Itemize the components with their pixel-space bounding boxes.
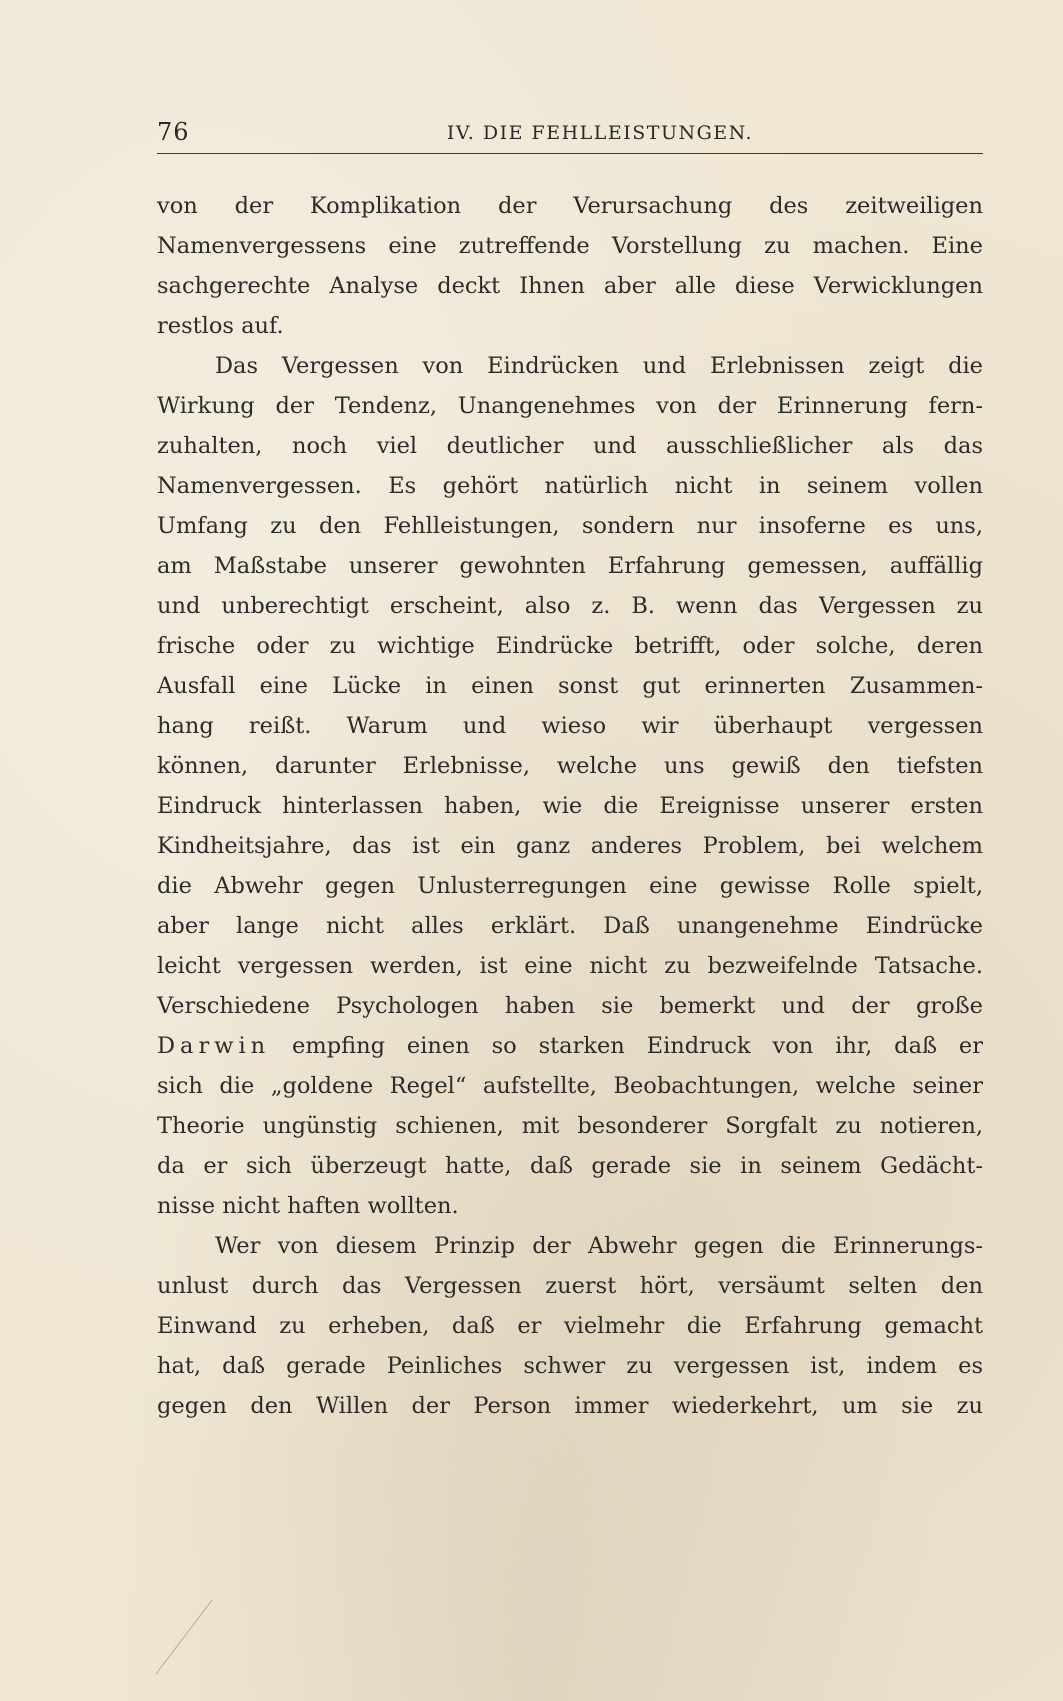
text-line: Namenvergessens eine zutreffende Vorstellung zu machen. Eine <box>157 233 983 259</box>
text-line: zuhalten, noch viel deutlicher und ausschließlicher als das <box>157 433 983 459</box>
text-line: sich die „goldene Regel“ aufstellte, Beobachtungen, welche seiner <box>157 1073 983 1099</box>
page-number: 76 <box>157 118 190 146</box>
text-line: Umfang zu den Fehlleistungen, sondern nur insoferne es uns, <box>157 513 983 539</box>
text-line: Eindruck hinterlassen haben, wie die Ereignisse unserer ersten <box>157 793 983 819</box>
darwin-line-rest: empfing einen so starken Eindruck von ihr, daß er <box>270 1033 983 1059</box>
text-line: von der Komplikation der Verursachung des zeitweiligen <box>157 193 983 219</box>
text-line: hang reißt. Warum und wieso wir überhaupt vergessen <box>157 713 983 739</box>
text-line: Einwand zu erheben, daß er vielmehr die Erfahrung gemacht <box>157 1313 983 1339</box>
text-line: unlust durch das Vergessen zuerst hört, versäumt selten den <box>157 1273 983 1299</box>
text-line: hat, daß gerade Peinliches schwer zu vergessen ist, indem es <box>157 1353 983 1379</box>
text-line: Verschiedene Psychologen haben sie bemerkt und der große <box>157 993 983 1019</box>
text-line: Kindheitsjahre, das ist ein ganz anderes Problem, bei welchem <box>157 833 983 859</box>
text-line: Wer von diesem Prinzip der Abwehr gegen die Erinnerungs- <box>215 1233 983 1259</box>
text-line: können, darunter Erlebnisse, welche uns gewiß den tiefsten <box>157 753 983 779</box>
text-line: Namenvergessen. Es gehört natürlich nicht in seinem vollen <box>157 473 983 499</box>
text-line: frische oder zu wichtige Eindrücke betrifft, oder solche, deren <box>157 633 983 659</box>
text-line: aber lange nicht alles erklärt. Daß unangenehme Eindrücke <box>157 913 983 939</box>
text-line-darwin <box>157 1026 983 1066</box>
text-line: Ausfall eine Lücke in einen sonst gut erinnerten Zusammen- <box>157 673 983 699</box>
text-line: am Maßstabe unserer gewohnten Erfahrung gemessen, auffällig <box>157 553 983 579</box>
running-head: IV. DIE FEHLLEISTUNGEN. <box>446 122 754 144</box>
text-line: da er sich überzeugt hatte, daß gerade sie in seinem Gedächt- <box>157 1153 983 1179</box>
text-line: die Abwehr gegen Unlusterregungen eine gewisse Rolle spielt, <box>157 873 983 899</box>
text-line: restlos auf. <box>157 313 284 339</box>
text-line: Das Vergessen von Eindrücken und Erlebnissen zeigt die <box>215 353 983 379</box>
pencil-mark <box>150 1598 230 1678</box>
text-line: nisse nicht haften wollten. <box>157 1193 459 1219</box>
header-rule <box>157 153 983 154</box>
text-line: gegen den Willen der Person immer wiederkehrt, um sie zu <box>157 1393 983 1419</box>
text-line: Wirkung der Tendenz, Unangenehmes von der Erinnerung fern- <box>157 393 983 419</box>
page-header <box>157 118 983 152</box>
spaced-name-darwin: Darwin <box>157 1033 271 1059</box>
text-line: sachgerechte Analyse deckt Ihnen aber alle diese Verwicklungen <box>157 273 983 299</box>
text-line: leicht vergessen werden, ist eine nicht zu bezweifelnde Tatsache. <box>157 953 983 979</box>
text-line: und unberechtigt erscheint, also z. B. wenn das Vergessen zu <box>157 593 983 619</box>
text-line: Theorie ungünstig schienen, mit besonderer Sorgfalt zu notieren, <box>157 1113 983 1139</box>
body-text <box>157 186 983 1426</box>
